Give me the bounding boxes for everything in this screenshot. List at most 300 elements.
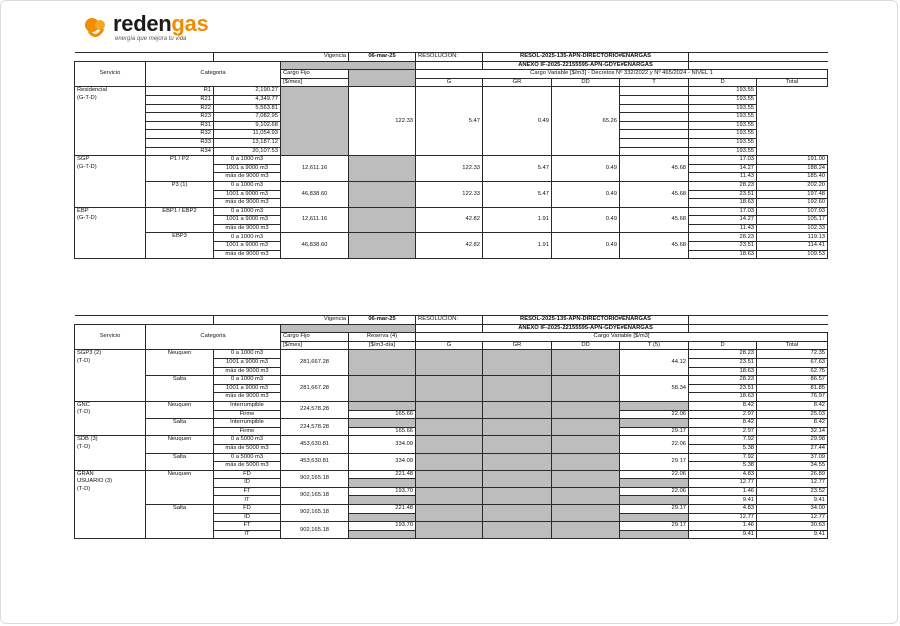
- shaded-cell: [416, 350, 483, 376]
- t-cell: 29.17: [620, 522, 689, 531]
- total-cell: 29.98: [757, 436, 828, 445]
- total-cell: 9.41: [757, 496, 828, 505]
- d-cell: 5.38: [689, 462, 757, 471]
- categoria-cell: P3 (1): [146, 181, 214, 207]
- servicio-group: [75, 436, 146, 470]
- shaded-cell: [349, 233, 416, 259]
- categoria-cell: R21: [146, 95, 214, 104]
- servicio-group: [75, 470, 146, 539]
- location-cell: Neuquen: [146, 401, 214, 418]
- range-cell: ID: [214, 513, 281, 522]
- component-value: 5.47: [416, 87, 483, 156]
- component-value: 65.26: [552, 87, 620, 156]
- shaded-cell: [620, 496, 689, 505]
- range-cell: más de 9000 m3: [214, 393, 281, 402]
- total-cell: 30.63: [757, 522, 828, 531]
- cargo-fijo-cell: 902,165.18: [281, 522, 349, 539]
- total-cell: 193.55: [689, 138, 757, 147]
- d-cell: [620, 130, 689, 139]
- cargo-variable-header: Cargo Variable [$/m3] - Decretos Nº 332/2022 y Nº 465/2024 - NIVEL 1: [416, 70, 828, 79]
- component-header: GR: [483, 341, 552, 350]
- shaded-cell: [349, 350, 416, 376]
- table-row: [75, 181, 828, 190]
- total-cell: 27.44: [757, 444, 828, 453]
- shaded-cell: [483, 522, 552, 539]
- component-header: T: [620, 78, 689, 87]
- total-cell: 62.75: [757, 367, 828, 376]
- d-cell: [620, 95, 689, 104]
- shaded-cell: [552, 419, 620, 436]
- total-cell: 76.97: [757, 393, 828, 402]
- total-cell: 23.52: [757, 487, 828, 496]
- location-cell: Salta: [146, 419, 214, 436]
- d-cell: 5.38: [689, 444, 757, 453]
- d-cell: 2.97: [689, 410, 757, 419]
- cargo-fijo-cell: 224,578.28: [281, 401, 349, 418]
- shaded-cell: [483, 487, 552, 504]
- total-cell: 34.55: [757, 462, 828, 471]
- total-cell: 107.93: [757, 207, 828, 216]
- shaded-cell: [349, 181, 416, 207]
- shaded-cell: [483, 453, 552, 470]
- empty-cell: [689, 324, 757, 333]
- servicio-name: GRAN: [77, 470, 94, 477]
- t-cell: 22.06: [620, 470, 689, 479]
- total-cell: 9.41: [757, 530, 828, 539]
- d-cell: 7.92: [689, 453, 757, 462]
- total-cell: 26.89: [757, 470, 828, 479]
- range-cell: 0 a 1000 m3: [214, 233, 281, 242]
- shaded-cell: [552, 401, 620, 418]
- total-cell: 67.63: [757, 358, 828, 367]
- range-cell: más de 5000 m3: [214, 462, 281, 471]
- d-cell: 23.51: [689, 384, 757, 393]
- d-cell: 11.43: [689, 224, 757, 233]
- cargo-variable-header: Cargo Variable [$/m3]: [416, 333, 828, 342]
- d-cell: 12.77: [689, 513, 757, 522]
- empty-cell: [689, 53, 757, 62]
- total-cell: 8.42: [757, 401, 828, 410]
- servicio-name: SGP3 (2): [77, 350, 102, 357]
- vigencia-label: Vigencia: [214, 53, 349, 62]
- total-cell: 192.60: [757, 199, 828, 208]
- range-cell: 1001 a 9000 m3: [214, 384, 281, 393]
- vigencia-label: Vigencia: [214, 316, 349, 325]
- component-value: 45.68: [620, 207, 689, 233]
- total-cell: 114.41: [757, 242, 828, 251]
- d-cell: 2.97: [689, 427, 757, 436]
- t-cell: 22.06: [620, 410, 689, 419]
- d-cell: 4.83: [689, 505, 757, 514]
- range-cell: 0 a 1000 m3: [214, 156, 281, 165]
- table-row: [75, 470, 828, 479]
- range-cell: más de 5000 m3: [214, 444, 281, 453]
- range-cell: 0 a 1000 m3: [214, 376, 281, 385]
- range-cell: FD: [214, 505, 281, 514]
- d-cell: 11.43: [689, 173, 757, 182]
- range-cell: 0 a 1000 m3: [214, 207, 281, 216]
- d-cell: 12.77: [689, 479, 757, 488]
- total-cell: 193.55: [689, 95, 757, 104]
- categoria-cell: R32: [146, 130, 214, 139]
- shaded-cell: [349, 513, 416, 522]
- shaded-cell: [552, 453, 620, 470]
- component-header: G: [416, 341, 483, 350]
- range-cell: más de 9000 m3: [214, 250, 281, 259]
- cargo-fijo-cell: 12,611.16: [281, 156, 349, 182]
- tariff-table-transport: [74, 315, 828, 539]
- d-cell: 18.63: [689, 367, 757, 376]
- empty-cell: [689, 316, 757, 325]
- shaded-cell: [349, 496, 416, 505]
- servicio-name: Residencial: [77, 87, 107, 94]
- categoria-cell: R22: [146, 104, 214, 113]
- cargo-fijo-cell: 46,838.60: [281, 181, 349, 207]
- total-cell: 105.17: [757, 216, 828, 225]
- d-cell: 14.27: [689, 164, 757, 173]
- shaded-cell: [620, 479, 689, 488]
- total-cell: 193.55: [689, 104, 757, 113]
- table-row: [75, 505, 828, 514]
- cargo-fijo-unit: [$/mes]: [281, 78, 349, 87]
- total-cell: 8.42: [757, 419, 828, 428]
- cargo-fijo-cell: 7,082.95: [214, 113, 281, 122]
- d-cell: [620, 113, 689, 122]
- component-header: GR: [483, 78, 552, 87]
- d-cell: 8.42: [689, 419, 757, 428]
- location-cell: Neuquen: [146, 350, 214, 376]
- cargo-fijo-cell: 902,165.18: [281, 470, 349, 487]
- component-header: DD: [552, 78, 620, 87]
- tariff-table-distribution: [74, 52, 828, 259]
- categoria-header: Categoria: [146, 61, 281, 87]
- t-cell: 58.34: [620, 376, 689, 402]
- d-cell: 7.92: [689, 436, 757, 445]
- shaded-cell: [416, 401, 483, 418]
- empty-cell: [757, 324, 828, 333]
- empty-cell: [757, 316, 828, 325]
- d-cell: 23.51: [689, 190, 757, 199]
- total-cell: 191.00: [757, 156, 828, 165]
- resolucion-label: RESOLUCION:: [416, 316, 483, 325]
- shaded-cell: [483, 350, 552, 376]
- d-cell: 1.46: [689, 522, 757, 531]
- servicio-sub: (T-D): [77, 357, 91, 364]
- d-cell: 8.42: [689, 401, 757, 410]
- d-cell: 28.23: [689, 350, 757, 359]
- range-cell: más de 9000 m3: [214, 367, 281, 376]
- empty-cell: [416, 61, 483, 70]
- empty-cell: [757, 61, 828, 70]
- shaded-cell: [483, 376, 552, 402]
- range-cell: 0 a 1000 m3: [214, 350, 281, 359]
- shaded-cell: [620, 513, 689, 522]
- component-value: 45.68: [620, 233, 689, 259]
- total-cell: 193.55: [689, 121, 757, 130]
- component-value: 45.68: [620, 156, 689, 182]
- logo-mark-icon: [83, 15, 109, 41]
- range-cell: ID: [214, 479, 281, 488]
- total-cell: 188.24: [757, 164, 828, 173]
- shaded-cell: [552, 487, 620, 504]
- t-cell: [620, 419, 689, 428]
- servicio-sub: (G-T-D): [77, 163, 97, 170]
- shaded-cell: [349, 376, 416, 402]
- reserva-unit: [$/m3-día]: [349, 341, 416, 350]
- total-cell: 193.55: [689, 130, 757, 139]
- table-row: [75, 436, 828, 445]
- cargo-fijo-cell: 902,165.18: [281, 487, 349, 504]
- range-cell: 1001 a 9000 m3: [214, 242, 281, 251]
- brand-tagline: energía que mejora tu vida: [115, 36, 187, 42]
- categoria-cell: R1: [146, 87, 214, 96]
- range-cell: Interrumpible: [214, 419, 281, 428]
- servicio-sub: (T-D): [77, 409, 91, 416]
- empty-cell: [757, 53, 828, 62]
- servicio-name: EBP: [77, 207, 89, 214]
- t-cell: [620, 401, 689, 410]
- servicio-sub: (T-D): [77, 443, 91, 450]
- component-value: 0.49: [552, 207, 620, 233]
- d-cell: 1.46: [689, 487, 757, 496]
- total-cell: 32.14: [757, 427, 828, 436]
- d-cell: [620, 121, 689, 130]
- servicio-group: [75, 350, 146, 402]
- empty-cell: [75, 316, 146, 325]
- shaded-cell: [416, 487, 483, 504]
- d-cell: 17.03: [689, 207, 757, 216]
- location-cell: Salta: [146, 376, 214, 402]
- resolucion-value: RESOL-2025-135-APN-DIRECTORIO#ENARGAS: [483, 53, 689, 62]
- range-cell: FT: [214, 487, 281, 496]
- total-cell: 86.57: [757, 376, 828, 385]
- table-row: [75, 207, 828, 216]
- empty-cell: [416, 324, 483, 333]
- d-cell: 17.03: [689, 156, 757, 165]
- range-cell: más de 9000 m3: [214, 199, 281, 208]
- d-cell: [620, 138, 689, 147]
- shaded-cell: [620, 530, 689, 539]
- range-cell: 1001 a 9000 m3: [214, 190, 281, 199]
- d-cell: 28.23: [689, 233, 757, 242]
- total-cell: 12.77: [757, 513, 828, 522]
- table-row: [75, 453, 828, 462]
- table-row: [75, 156, 828, 165]
- reserva-cell: 334.09: [349, 453, 416, 470]
- shaded-cell: [552, 350, 620, 376]
- t-cell: 29.17: [620, 427, 689, 436]
- range-cell: 0 a 5000 m3: [214, 453, 281, 462]
- cargo-fijo-unit: [$/mes]: [281, 341, 349, 350]
- table-row: [75, 316, 828, 325]
- total-cell: 34.00: [757, 505, 828, 514]
- categoria-cell: R23: [146, 113, 214, 122]
- component-value: 5.47: [483, 156, 552, 182]
- component-value: 122.33: [349, 87, 416, 156]
- shaded-cell: [349, 70, 416, 87]
- component-header: G: [416, 78, 483, 87]
- categoria-cell: EBP1 / EBP2: [146, 207, 214, 233]
- range-cell: IT: [214, 496, 281, 505]
- range-cell: Interrumpible: [214, 401, 281, 410]
- component-value: 0.49: [552, 233, 620, 259]
- range-cell: IT: [214, 530, 281, 539]
- total-cell: 109.53: [757, 250, 828, 259]
- shaded-cell: [349, 479, 416, 488]
- range-cell: Firme: [214, 410, 281, 419]
- d-cell: 14.27: [689, 216, 757, 225]
- d-cell: [620, 87, 689, 96]
- cargo-fijo-header: Cargo Fijo: [281, 333, 349, 342]
- range-cell: Firme: [214, 427, 281, 436]
- range-cell: 1001 a 9000 m3: [214, 216, 281, 225]
- categoria-cell: R34: [146, 147, 214, 156]
- total-cell: 197.48: [757, 190, 828, 199]
- location-cell: Salta: [146, 453, 214, 470]
- location-cell: Neuquen: [146, 470, 214, 504]
- resolucion-label: RESOLUCION:: [416, 53, 483, 62]
- range-cell: FT: [214, 522, 281, 531]
- reserva-cell: 165.66: [349, 427, 416, 436]
- servicio-name: SGP: [77, 156, 90, 163]
- d-cell: 18.63: [689, 393, 757, 402]
- component-value: 1.91: [483, 233, 552, 259]
- empty-cell: [75, 53, 146, 62]
- categoria-cell: R31: [146, 121, 214, 130]
- empty-cell: [146, 53, 214, 62]
- d-cell: 28.23: [689, 376, 757, 385]
- cargo-fijo-header: Cargo Fijo: [281, 70, 349, 79]
- reserva-cell: [349, 401, 416, 410]
- component-header: DD: [552, 341, 620, 350]
- component-value: 122.33: [416, 156, 483, 182]
- range-cell: 1001 a 9000 m3: [214, 164, 281, 173]
- total-cell: 193.55: [689, 147, 757, 156]
- categoria-cell: P1 / P2: [146, 156, 214, 182]
- table-row: [75, 233, 828, 242]
- component-value: 0.49: [552, 156, 620, 182]
- cargo-fijo-cell: 453,630.81: [281, 436, 349, 453]
- d-cell: 18.63: [689, 199, 757, 208]
- servicio-group: [75, 156, 146, 208]
- shaded-cell: [281, 324, 416, 333]
- empty-cell: [146, 316, 214, 325]
- component-header: D: [689, 341, 757, 350]
- total-cell: 81.85: [757, 384, 828, 393]
- shaded-cell: [416, 505, 483, 522]
- categoria-header: Categoria: [146, 324, 281, 350]
- d-cell: 28.23: [689, 181, 757, 190]
- shaded-cell: [483, 436, 552, 453]
- shaded-cell: [483, 470, 552, 487]
- t-cell: 22.06: [620, 487, 689, 496]
- cargo-fijo-cell: 4,349.77: [214, 95, 281, 104]
- cargo-fijo-cell: 20,107.53: [214, 147, 281, 156]
- reserva-cell: 334.09: [349, 436, 416, 453]
- shaded-cell: [416, 453, 483, 470]
- brand-logo: [83, 13, 223, 45]
- d-cell: 9.41: [689, 496, 757, 505]
- table-row: [75, 419, 828, 428]
- table-row: [75, 376, 828, 385]
- total-cell: 12.77: [757, 479, 828, 488]
- cargo-fijo-cell: 13,187.12: [214, 138, 281, 147]
- range-cell: 0 a 1000 m3: [214, 181, 281, 190]
- component-value: 1.91: [483, 207, 552, 233]
- t-cell: 22.06: [620, 436, 689, 453]
- d-cell: [620, 104, 689, 113]
- servicio-group: [75, 207, 146, 259]
- total-cell: 102.33: [757, 224, 828, 233]
- servicio-sub: (G-T-D): [77, 94, 97, 101]
- vigencia-date: 06-mar-25: [349, 316, 416, 325]
- component-header: Total: [757, 78, 828, 87]
- shaded-cell: [552, 522, 620, 539]
- cargo-fijo-cell: 12,611.16: [281, 207, 349, 233]
- cargo-fijo-cell: 2,190.27: [214, 87, 281, 96]
- total-cell: 193.55: [689, 87, 757, 96]
- total-cell: 185.40: [757, 173, 828, 182]
- shaded-cell: [281, 61, 416, 70]
- vigencia-date: 06-mar-25: [349, 53, 416, 62]
- range-cell: más de 9000 m3: [214, 173, 281, 182]
- brand-name: redengas: [113, 11, 209, 36]
- d-cell: 4.83: [689, 470, 757, 479]
- shaded-cell: [281, 87, 349, 156]
- shaded-cell: [552, 376, 620, 402]
- cargo-fijo-cell: 46,838.60: [281, 233, 349, 259]
- component-value: 42.82: [416, 233, 483, 259]
- range-cell: FD: [214, 470, 281, 479]
- reserva-header: Reserva (4): [349, 333, 416, 342]
- servicio-sub: (G-T-D): [77, 215, 97, 222]
- total-cell: 37.09: [757, 453, 828, 462]
- d-cell: 9.41: [689, 530, 757, 539]
- t-cell: 44.12: [620, 350, 689, 376]
- shaded-cell: [483, 419, 552, 436]
- total-cell: 202.20: [757, 181, 828, 190]
- component-header: T (5): [620, 341, 689, 350]
- shaded-cell: [349, 207, 416, 233]
- cargo-fijo-cell: 9,102.68: [214, 121, 281, 130]
- shaded-cell: [416, 470, 483, 487]
- servicio-header: Servicio: [75, 61, 146, 87]
- cargo-fijo-cell: 453,630.81: [281, 453, 349, 470]
- categoria-cell: R33: [146, 138, 214, 147]
- d-cell: [620, 147, 689, 156]
- reserva-cell: [349, 419, 416, 428]
- empty-cell: [689, 61, 757, 70]
- range-cell: 0 a 5000 m3: [214, 436, 281, 445]
- shaded-cell: [552, 505, 620, 522]
- location-cell: Salta: [146, 505, 214, 539]
- shaded-cell: [416, 522, 483, 539]
- component-value: 0.49: [483, 87, 552, 156]
- range-cell: 1001 a 9000 m3: [214, 358, 281, 367]
- shaded-cell: [416, 376, 483, 402]
- t-cell: 29.17: [620, 505, 689, 514]
- component-header: Total: [757, 341, 828, 350]
- component-value: 0.49: [552, 181, 620, 207]
- reserva-cell: 221.48: [349, 505, 416, 514]
- component-value: 42.82: [416, 207, 483, 233]
- table-row: [75, 87, 828, 96]
- component-value: 5.47: [483, 181, 552, 207]
- d-cell: 23.51: [689, 242, 757, 251]
- servicio-header: Servicio: [75, 324, 146, 350]
- servicio-name: SDB (3): [77, 436, 98, 443]
- table-row: [75, 53, 828, 62]
